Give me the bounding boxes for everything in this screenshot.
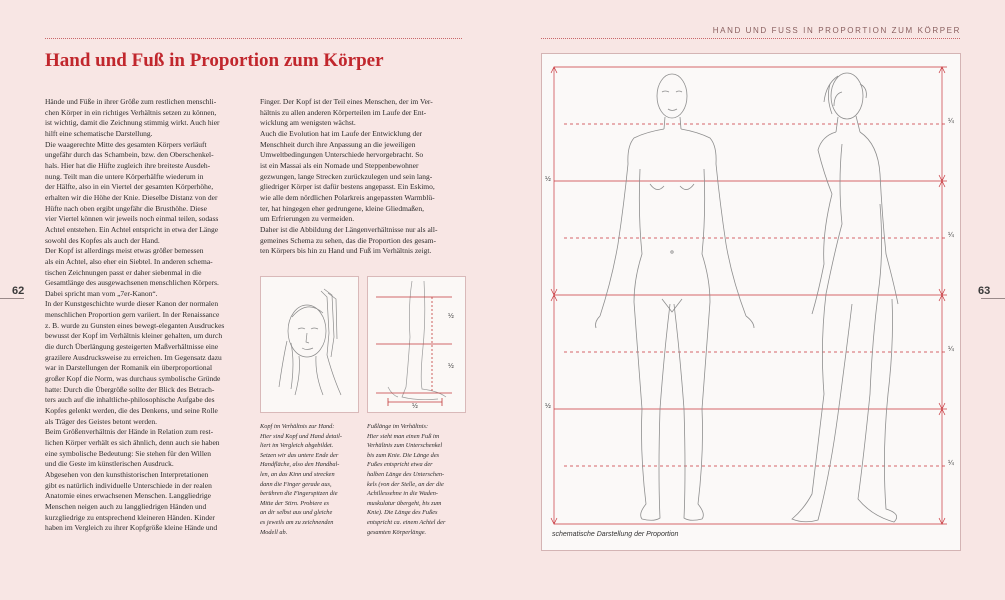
caption-line: Achillessehne in die Waden- bbox=[367, 490, 438, 498]
page-edge-line-right bbox=[981, 298, 1005, 299]
body-text-line: war in Darstellungen der Romanik ein überproportional bbox=[45, 363, 213, 373]
page-title: Hand und Fuß in Proportion zum Körper bbox=[45, 50, 384, 71]
body-text-line: hatte: Durch die Übergröße sollte der Blick des Betrach- bbox=[45, 384, 215, 394]
body-text-line: ter, hat hingegen eher gedrungene, kleine Gliedmaßen, bbox=[260, 203, 425, 213]
body-column-2 bbox=[260, 97, 462, 257]
caption-line: kels (von der Stelle, an der die bbox=[367, 480, 444, 488]
body-text-line: chen Körper in ein richtiges Verhältnis setzen zu können, bbox=[45, 107, 217, 117]
body-text-line: Menschen neigen auch zu langgliedrigen Händen und bbox=[45, 501, 207, 511]
body-text-line: tischen Zeichnungen passt er daher siebenmal in die bbox=[45, 267, 202, 277]
fraction-right-4: ¼ bbox=[948, 460, 954, 467]
fraction-right-2: ¼ bbox=[948, 232, 954, 239]
body-text-line: Daher ist die Abbildung der Längenverhältnisse nur als all- bbox=[260, 224, 438, 234]
caption-line: entspricht ca. einem Achtel der bbox=[367, 518, 446, 526]
body-text-line: Dabei spricht man vom „7er-Kanon“. bbox=[45, 288, 158, 298]
body-text-line: wie alle dem nördlichen Polarkreis angepassten Warmblü- bbox=[260, 192, 435, 202]
caption-line: halben Länge des Unterschen- bbox=[367, 470, 445, 478]
body-text-line: Der Kopf ist allerdings meist etwas größer bemessen bbox=[45, 246, 204, 256]
body-text-line: als Träger des Geistes betont werden. bbox=[45, 416, 158, 426]
body-text-line: Die waagerechte Mitte des gesamten Körpers verläuft bbox=[45, 139, 207, 149]
caption-line: Knie). Die Länge des Fußes bbox=[367, 509, 438, 517]
body-text-line: Hände und Füße in ihrer Größe zum restlichen menschli- bbox=[45, 97, 217, 106]
body-text-line: Finger. Der Kopf ist der Teil eines Menschen, der im Ver- bbox=[260, 97, 433, 106]
body-text-line: erhalten wir die Höhe der Knie. Dieselbe Distanz von der bbox=[45, 192, 218, 202]
body-text-line: Kopfes gelenkt werden, die des Denkens, und seine Rolle bbox=[45, 406, 218, 416]
body-text-line: Anatomie eines erwachsenen Menschen. Langgliedrige bbox=[45, 491, 211, 501]
body-text-line: bewusst der Kopf im Verhältnis kleiner gehalten, um durch bbox=[45, 331, 223, 341]
caption-line: berühren die Fingerspitzen die bbox=[260, 490, 338, 498]
page-edge-line-left bbox=[0, 298, 24, 299]
body-text-line: ist ein Massai als ein Nomade und Steppenbewohner bbox=[260, 160, 419, 170]
caption-line: muskulatur übergeht, bis zum bbox=[367, 499, 442, 507]
body-text-line: als ein Achtel, also eher ein Siebtel. In anderen schema- bbox=[45, 256, 213, 266]
proportion-diagram bbox=[542, 54, 960, 550]
body-text-line: Menschheit durch ihre Anpassung an die jeweiligen bbox=[260, 139, 416, 149]
page-number-right: 63 bbox=[978, 285, 991, 297]
caption-line: Handfläche, also den Handbal- bbox=[260, 461, 340, 469]
caption-line: es jeweils am zu zeichnenden bbox=[260, 518, 334, 526]
caption-line: len, an das Kinn und strecken bbox=[260, 470, 335, 478]
body-text-line: und die Geste im künstlerischen Ausdruck. bbox=[45, 459, 174, 469]
body-text-line: Abgesehen von den kunsthistorischen Interpretationen bbox=[45, 469, 209, 479]
body-text-line: grazilere Ausdrucksweise zu erreichen. Im Gegensatz dazu bbox=[45, 352, 222, 362]
body-text-line: vier Viertel können wir jeweils noch einmal teilen, sodass bbox=[45, 214, 219, 224]
body-proportion-illustration bbox=[541, 53, 961, 551]
body-text-line: Auch die Evolution hat im Laufe der Entwicklung der bbox=[260, 128, 423, 138]
head-hand-illustration bbox=[260, 276, 359, 413]
body-text-line: kurzgliedrige zu entsprechend kleineren Händen. Kinder bbox=[45, 512, 215, 522]
caption-line: bis zum Knie. Die Länge des bbox=[367, 451, 440, 459]
fraction-right-3: ¼ bbox=[948, 346, 954, 353]
fraction-right-1: ¼ bbox=[948, 118, 954, 125]
caption-line: dann die Finger gerade aus, bbox=[260, 480, 332, 488]
body-text-line: ist wichtig, damit die Zeichnung stimmig wirkt. Auch hier bbox=[45, 118, 220, 128]
body-text-line: In der Kunstgeschichte wurde dieser Kanon der normalen bbox=[45, 299, 219, 309]
top-rule-right bbox=[541, 38, 960, 39]
illustration-caption: schematische Darstellung der Proportion bbox=[552, 531, 679, 538]
caption-line: Fußes entspricht etwa der bbox=[367, 461, 433, 469]
caption-line: Setzen wir das untere Ende der bbox=[260, 451, 339, 459]
caption-line: liert im Vergleich abgebildet. bbox=[260, 442, 334, 450]
body-text-line: Umweltbedingungen Unterschiede hervorgebracht. So bbox=[260, 150, 424, 160]
page-number-left: 62 bbox=[12, 285, 25, 297]
body-text-line: gliedriger Körper ist dafür bestens angepasst. Ein Eskimo, bbox=[260, 182, 435, 192]
body-text-line: ungefähr durch das Schambein, bzw. den Oberschenkel- bbox=[45, 150, 214, 160]
body-text-line: z. B. wurde zu Gunsten eines bewegt-eleganten Ausdruckes bbox=[45, 320, 225, 330]
caption-foot bbox=[367, 422, 467, 537]
caption-line: Hier sind Kopf und Hand detail- bbox=[260, 432, 343, 440]
foot-fraction-length: ½ bbox=[412, 403, 418, 410]
fraction-left-upper: ½ bbox=[545, 176, 551, 183]
caption-line: gesamten Körperlänge. bbox=[367, 528, 427, 536]
body-text-line: sowohl des Kopfes als auch der Hand. bbox=[45, 235, 160, 245]
body-text-line: haben im Vergleich zu ihrer Kopfgröße kleine Hände und bbox=[45, 523, 218, 533]
fraction-left-lower: ½ bbox=[545, 403, 551, 410]
body-text-line: gezwungen, lange Strecken zurückzulegen und sein lang- bbox=[260, 171, 433, 181]
body-text-line: der Hälfte, also in ein Viertel der gesamten Körperhöhe, bbox=[45, 182, 214, 192]
caption-line: Mitte der Stirn. Probiere es bbox=[260, 499, 329, 507]
body-text-line: ten Körpers bis hin zu Hand und Fuß im Verhältnis zeigt. bbox=[260, 246, 432, 256]
body-text-line: wicklung am wenigsten wächst. bbox=[260, 118, 356, 128]
foot-proportion-illustration bbox=[367, 276, 466, 413]
body-text-line: Achtel entstehen. Ein Achtel entspricht in etwa der Länge bbox=[45, 224, 219, 234]
body-text-line: menschlichen Proportion gern variiert. In der Renaissance bbox=[45, 310, 220, 320]
top-rule-left bbox=[45, 38, 462, 39]
body-text-line: gemeines Schema zu sehen, das die Proportion des gesam- bbox=[260, 235, 436, 245]
body-text-line: hältnis zu allen anderen Körperteilen im Laufe der Ent- bbox=[260, 107, 427, 117]
caption-line: Verhältnis zum Unterschenkel bbox=[367, 442, 443, 450]
body-text-line: Hüfte nach oben ergibt ungefähr die Brusthöhe. Diese bbox=[45, 203, 207, 213]
caption-head-hand bbox=[260, 422, 358, 537]
caption-line: Kopf im Verhältnis zur Hand: bbox=[260, 423, 335, 430]
caption-line: an dir selbst aus und gleiche bbox=[260, 509, 333, 517]
body-text-line: großer Kopf die Norm, was durchaus symbolische Gründe bbox=[45, 374, 221, 384]
body-text-line: hals. Hier hat die Hüfte zugleich ihre breiteste Ausdeh- bbox=[45, 160, 211, 170]
running-head: HAND UND FUSS IN PROPORTION ZUM KÖRPER bbox=[712, 26, 961, 35]
caption-line: Hier sieht man einen Fuß im bbox=[367, 432, 440, 440]
body-text-line: nung. Teilt man die untere Körperhälfte wiederum in bbox=[45, 171, 204, 181]
foot-fraction-lower: ½ bbox=[448, 363, 454, 370]
body-text-line: hilft eine schematische Darstellung. bbox=[45, 128, 153, 138]
body-column-1 bbox=[45, 97, 247, 534]
caption-line: Modell ab. bbox=[260, 528, 288, 536]
body-text-line: die durch Überlängung gesteigerten Maßverhältnisse eine bbox=[45, 342, 219, 352]
foot-fraction-upper: ½ bbox=[448, 313, 454, 320]
body-text-line: Gesamtlänge des ausgewachsenen menschlichen Körpers. bbox=[45, 278, 219, 288]
body-text-line: eine symbolische Bedeutung: Sie stehen für den Willen bbox=[45, 448, 211, 458]
body-text-line: Beim Größenverhältnis der Hände in Relation zum rest- bbox=[45, 427, 214, 437]
body-text-line: um Erfrierungen zu vermeiden. bbox=[260, 214, 355, 224]
body-text-line: ters auch auf die inhaltliche-philosophische Aufgabe des bbox=[45, 395, 215, 405]
body-text-line: lichen Körper verhält es sich ähnlich, denn auch sie haben bbox=[45, 438, 220, 447]
caption-line: Fußlänge im Verhältnis: bbox=[367, 423, 429, 430]
body-text-line: gibt es natürlich individuelle Unterschiede in der realen bbox=[45, 480, 212, 490]
